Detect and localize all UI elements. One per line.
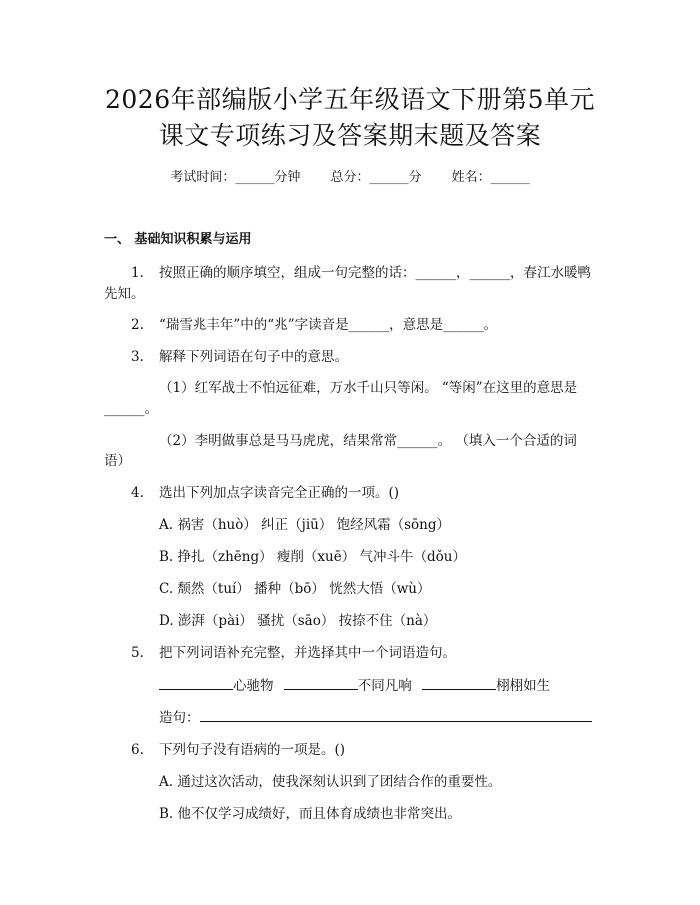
word-3: 栩栩如生 — [496, 678, 551, 694]
question-number: 6. — [131, 742, 144, 758]
question-text: 把下列词语补充完整，并选择其中一个词语造句。 — [159, 645, 456, 661]
title-line-2: 课文专项练习及答案期末题及答案 — [158, 121, 542, 150]
question-text: 按照正确的顺序填空，组成一句完整的话：______，______，春江水暖鸭 — [159, 265, 591, 281]
question-number: 1. — [131, 265, 144, 281]
question-6 — [131, 741, 345, 759]
question-text: 选出下列加点字读音完全正确的一项。() — [159, 485, 400, 501]
question-5 — [131, 644, 456, 662]
option-d: D. 澎湃（pài） 骚扰（sāo） 按捺不住（nà） — [159, 613, 437, 629]
sentence-label: 造句： — [159, 710, 200, 726]
question-3-sub-2: （2）李明做事总是马马虎虎，结果常常______。 （填入一个合适的词 — [159, 433, 577, 449]
question-1-continued: 先知。 — [104, 286, 145, 302]
question-text: 下列句子没有语病的一项是。() — [159, 742, 346, 758]
title-line-1: 2026年部编版小学五年级语文下册第5单元 — [104, 85, 596, 114]
blank-line[interactable] — [159, 676, 233, 690]
question-1 — [131, 264, 591, 282]
sentence-blank[interactable] — [200, 708, 592, 722]
word-2: 不同凡响 — [357, 678, 412, 694]
section-heading: 一、 基础知识积累与运用 — [104, 232, 252, 247]
question-2 — [131, 316, 497, 334]
question-number: 2. — [131, 317, 144, 333]
question-3 — [131, 348, 348, 366]
question-4 — [131, 484, 399, 502]
word-1: 心驰物 — [233, 678, 274, 694]
exam-meta — [0, 169, 700, 187]
exam-time: 考试时间：______分钟 — [170, 170, 301, 185]
sentence-row — [159, 708, 592, 727]
question-text: “瑞雪兆丰年”中的“兆”字读音是______，意思是______。 — [159, 317, 498, 333]
option-b: B. 他不仅学习成绩好，而且体育成绩也非常突出。 — [159, 806, 462, 822]
blank-line[interactable] — [422, 676, 496, 690]
question-number: 4. — [131, 485, 144, 501]
option-c: C. 颓然（tuí） 播种（bō） 恍然大悟（wù） — [159, 581, 431, 597]
student-name: 姓名：______ — [451, 170, 530, 185]
question-3-sub-1-continued: ______。 — [104, 401, 158, 417]
option-a: A. 祸害（huò） 纠正（jiū） 饱经风霜（sōng） — [159, 517, 451, 533]
question-number: 5. — [131, 645, 144, 661]
question-text: 解释下列词语在句子中的意思。 — [159, 349, 348, 365]
question-3-sub-1: （1）红军战士不怕远征难，万水千山只等闲。 “等闲”在这里的意思是 — [159, 380, 578, 396]
option-b: B. 挣扎（zhēng） 瘦削（xuē） 气冲斗牛（dǒu） — [159, 549, 466, 565]
blank-line[interactable] — [284, 676, 358, 690]
option-a: A. 通过这次活动，使我深刻认识到了团结合作的重要性。 — [159, 774, 502, 790]
word-fill-row — [159, 676, 550, 695]
exam-score: 总分：______分 — [330, 170, 422, 185]
question-number: 3. — [131, 349, 144, 365]
question-3-sub-2-continued: 语） — [104, 453, 131, 469]
